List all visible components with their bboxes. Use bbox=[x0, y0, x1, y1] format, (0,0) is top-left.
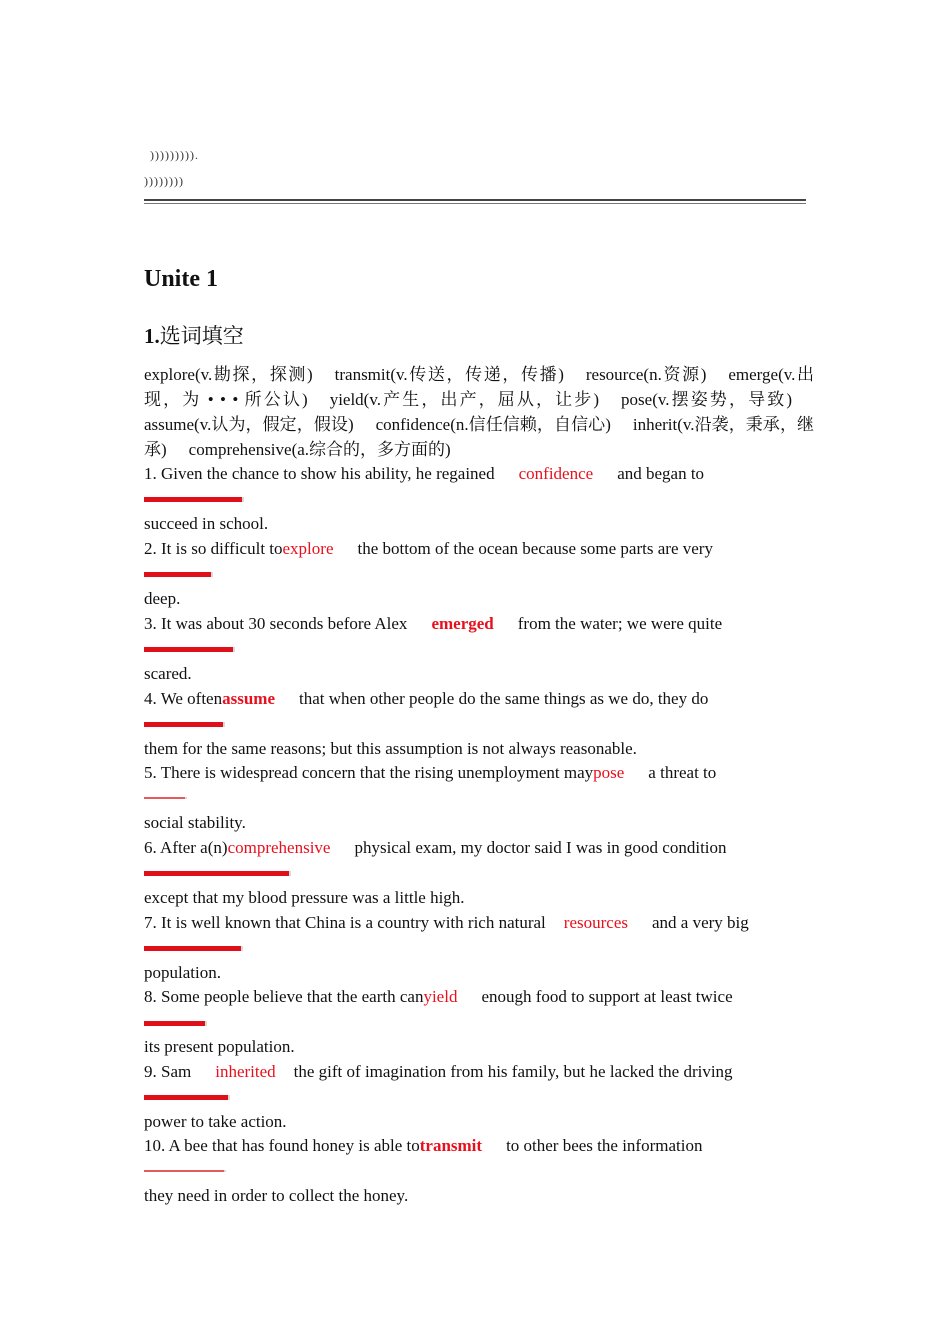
answer-2: explore bbox=[282, 539, 334, 558]
answer-underline bbox=[144, 871, 291, 876]
question-text: 3. It was about 30 seconds before Alex bbox=[144, 614, 408, 633]
section-number: 1. bbox=[144, 324, 160, 348]
question-text: the gift of imagination from his family, but he lacked the driving bbox=[293, 1062, 733, 1081]
question-text: 2. It is so difficult to bbox=[144, 539, 283, 558]
question-text: physical exam, my doctor said I was in good condition bbox=[354, 838, 727, 857]
answer-5: pose bbox=[593, 763, 625, 782]
answer-3: emerged bbox=[431, 614, 494, 633]
question-text: and began to bbox=[617, 464, 705, 483]
word-bank-item: transmit(v.传送，传递，传播) bbox=[334, 365, 564, 384]
header-marks-line1: ))))))))). bbox=[150, 148, 199, 162]
header-rule-secondary bbox=[144, 203, 806, 204]
question-text: 10. A bee that has found honey is able to bbox=[144, 1136, 420, 1155]
question-text: and a very big bbox=[652, 913, 749, 932]
question-6 bbox=[144, 838, 727, 858]
answer-9: inherited bbox=[215, 1062, 276, 1081]
answer-7: resources bbox=[563, 913, 628, 932]
question-6-continuation: except that my blood pressure was a little high. bbox=[144, 888, 465, 907]
question-text: from the water; we were quite bbox=[517, 614, 723, 633]
word-bank-item: confidence(n.信任信赖，自信心) bbox=[375, 415, 611, 434]
word-bank-item: resource(n.资源) bbox=[585, 365, 707, 384]
question-4 bbox=[144, 689, 708, 709]
answer-underline bbox=[144, 946, 243, 951]
question-5-continuation: social stability. bbox=[144, 813, 246, 832]
question-7-continuation: population. bbox=[144, 963, 221, 982]
question-text: 9. Sam bbox=[144, 1062, 192, 1081]
question-9 bbox=[144, 1062, 733, 1082]
question-text: 1. Given the chance to show his ability, he regained bbox=[144, 464, 495, 483]
answer-underline bbox=[144, 497, 244, 502]
header-marks-line2: )))))))) bbox=[144, 174, 184, 188]
question-text: enough food to support at least twice bbox=[481, 987, 733, 1006]
word-bank-item: inherit(v.沿袭，秉承，继承) bbox=[144, 415, 815, 459]
answer-underline bbox=[144, 647, 235, 652]
question-10-continuation: they need in order to collect the honey. bbox=[144, 1186, 409, 1205]
question-9-continuation: power to take action. bbox=[144, 1112, 287, 1131]
question-text: 8. Some people believe that the earth can bbox=[144, 987, 424, 1006]
question-text: the bottom of the ocean because some parts are very bbox=[357, 539, 713, 558]
word-bank-item: explore(v.勘探，探测) bbox=[144, 365, 313, 384]
header-rule bbox=[144, 199, 806, 201]
word-bank-item: yield(v.产生，出产，屈从，让步) bbox=[329, 390, 600, 409]
answer-6: comprehensive bbox=[227, 838, 331, 857]
question-text: 7. It is well known that China is a country with rich natural bbox=[144, 913, 546, 932]
answer-underline bbox=[144, 572, 213, 577]
question-5 bbox=[144, 763, 716, 783]
question-3-continuation: scared. bbox=[144, 664, 192, 683]
question-text: to other bees the information bbox=[506, 1136, 703, 1155]
answer-underline bbox=[144, 1095, 230, 1100]
question-3 bbox=[144, 614, 722, 634]
question-2-continuation: deep. bbox=[144, 589, 181, 608]
answer-underline bbox=[144, 1021, 207, 1026]
word-bank-item: comprehensive(a.综合的，多方面的) bbox=[188, 440, 451, 459]
question-8 bbox=[144, 987, 733, 1007]
word-bank-item: pose(v.摆姿势，导致) bbox=[621, 390, 792, 409]
question-text: 5. There is widespread concern that the rising unemployment may bbox=[144, 763, 594, 782]
word-bank-item: assume(v.认为，假定，假设) bbox=[144, 415, 354, 434]
answer-underline bbox=[144, 1170, 226, 1172]
answer-4: assume bbox=[222, 689, 276, 708]
section-title: 选词填空 bbox=[159, 324, 244, 348]
question-7 bbox=[144, 913, 749, 933]
answer-1: confidence bbox=[518, 464, 594, 483]
word-bank bbox=[144, 362, 814, 462]
question-text: that when other people do the same things as we do, they do bbox=[299, 689, 709, 708]
answer-10: transmit bbox=[419, 1136, 483, 1155]
answer-underline bbox=[144, 797, 187, 799]
answer-underline bbox=[144, 722, 225, 727]
question-2 bbox=[144, 539, 713, 559]
answer-8: yield bbox=[423, 987, 458, 1006]
question-text: a threat to bbox=[648, 763, 717, 782]
question-10 bbox=[144, 1136, 702, 1156]
unit-title: Unite 1 bbox=[144, 266, 218, 292]
question-1-continuation: succeed in school. bbox=[144, 514, 269, 533]
question-text: 4. We often bbox=[144, 689, 223, 708]
word-bank-item: emerge(v.出现，为 • • • 所公认) bbox=[144, 365, 814, 409]
question-1 bbox=[144, 464, 704, 484]
question-4-continuation: them for the same reasons; but this assumption is not always reasonable. bbox=[144, 739, 637, 758]
section-heading bbox=[144, 320, 244, 350]
question-text: 6. After a(n) bbox=[144, 838, 228, 857]
question-8-continuation: its present population. bbox=[144, 1037, 295, 1056]
